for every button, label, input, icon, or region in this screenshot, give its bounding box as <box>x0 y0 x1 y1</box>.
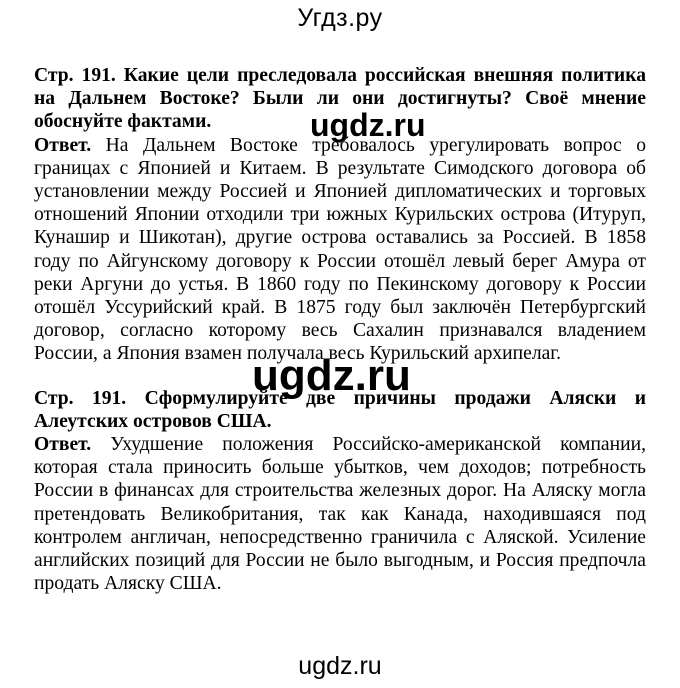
qa-block-2 <box>34 387 646 596</box>
answer-2 <box>34 433 646 595</box>
answer-text-2: Ухудшение положения Российско-американской компании, которая стала приносить больше убытков, чем доходов; потребность России в финансах для строительства железных дорог. На Аляску могла претендовать Великобритания, так как Канада, находившаяся под контролем англичан, непосредственно граничила с Аляской. Усиление английских позиций для России не было выгодным, и Россия предпочла продать Аляску США. <box>34 434 646 595</box>
answer-text-1: На Дальнем Востоке требовалось урегулировать вопрос о границах с Японией и Китаем. В результате Симодского договора об установлении между Россией и Японией дипломатических и торговых отношений Японии отходили три южных Курильских острова (Итуруп, Кунашир и Шикотан), другие острова оставались за Россией. В 1858 году по Айгунскому договору к России отошёл левый берег Амура от реки Аргуни до устья. В 1860 году по Пекинскому договору к России отошёл Уссурийский край. В 1875 году был заключён Петербургский договор, согласно которому весь Сахалин признавался владением России, а Япония взамен получала весь Курильский архипелаг. <box>34 134 646 365</box>
question-2: Стр. 191. Сформулируйте две причины продажи Аляски и Алеутских островов США. <box>34 387 646 432</box>
question-1: Стр. 191. Какие цели преследовала российская внешняя политика на Дальнем Востоке? Были ли они достигнуты? Своё мнение обоснуйте фактами. <box>34 65 646 133</box>
answer-label-2: Ответ. <box>34 434 92 456</box>
answer-label-1: Ответ. <box>34 134 92 156</box>
answer-1 <box>34 134 646 366</box>
watermark-middle: ugdz.ru <box>252 351 411 400</box>
watermark-top: ugdz.ru <box>310 107 426 143</box>
watermark-footer: ugdz.ru <box>298 652 382 680</box>
site-header: Угдз.ру <box>297 4 383 32</box>
